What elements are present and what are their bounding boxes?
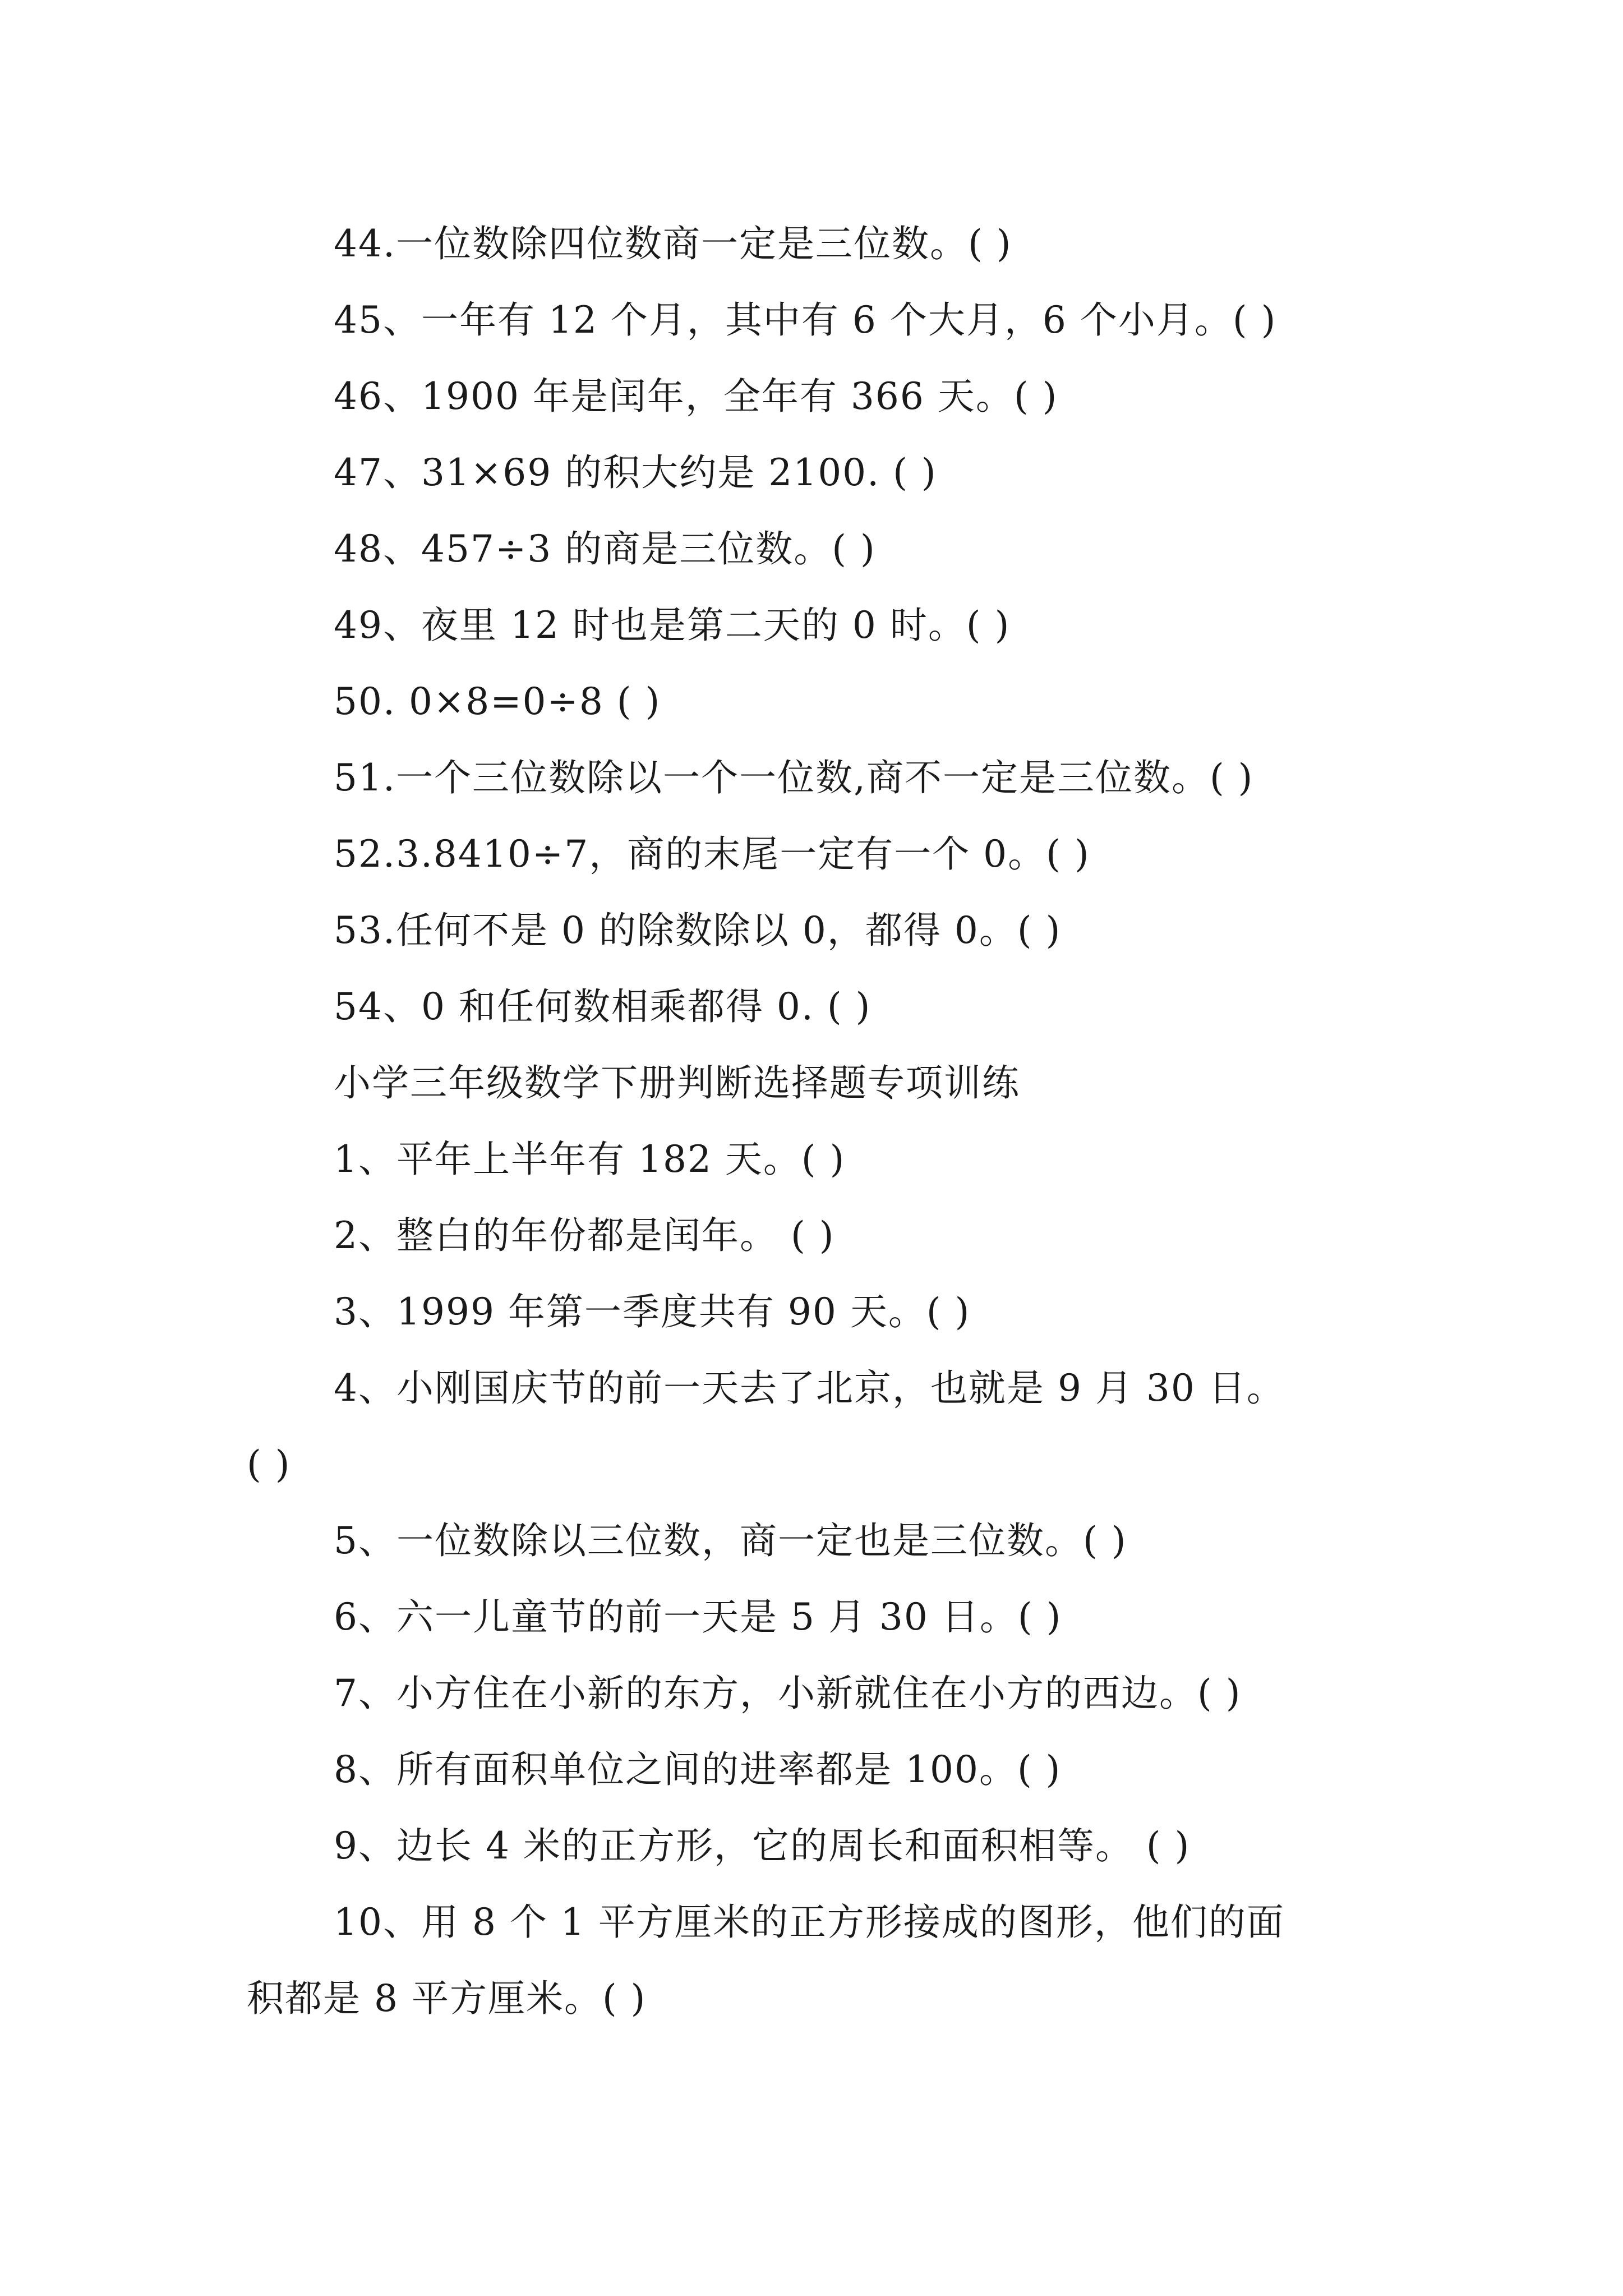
question-2: 2、整白的年份都是闰年。 ( ) <box>334 1214 835 1257</box>
question-7: 7、小方住在小新的东方，小新就住在小方的西边。( ) <box>334 1672 1242 1715</box>
question-50: 50. 0×8=0÷8 ( ) <box>334 680 661 723</box>
question-10: 10、用 8 个 1 平方厘米的正方形接成的图形，他们的面 <box>334 1901 1285 1944</box>
question-51: 51.一个三位数除以一个一位数,商不一定是三位数。( ) <box>334 756 1254 799</box>
question-44: 44.一位数除四位数商一定是三位数。( ) <box>334 222 1012 265</box>
question-45: 45、一年有 12 个月，其中有 6 个大月，6 个小月。( ) <box>334 298 1277 342</box>
section-title: 小学三年级数学下册判断选择题专项训练 <box>334 1061 1020 1105</box>
question-10-continuation: 积都是 8 平方厘米。( ) <box>247 1977 647 2020</box>
question-49: 49、夜里 12 时也是第二天的 0 时。( ) <box>334 604 1011 647</box>
question-9: 9、边长 4 米的正方形，它的周长和面积相等。 ( ) <box>334 1824 1191 1867</box>
question-53: 53.任何不是 0 的除数除以 0，都得 0。( ) <box>334 909 1062 952</box>
question-1: 1、平年上半年有 182 天。( ) <box>334 1138 846 1181</box>
question-46: 46、1900 年是闰年，全年有 366 天。( ) <box>334 375 1058 418</box>
question-3: 3、1999 年第一季度共有 90 天。( ) <box>334 1290 971 1333</box>
question-52: 52.3.8410÷7，商的末尾一定有一个 0。( ) <box>334 832 1090 876</box>
question-8: 8、所有面积单位之间的进率都是 100。( ) <box>334 1748 1062 1791</box>
question-47: 47、31×69 的积大约是 2100. ( ) <box>334 451 937 494</box>
question-4: 4、小刚国庆节的前一天去了北京，也就是 9 月 30 日。 <box>334 1366 1285 1410</box>
question-54: 54、0 和任何数相乘都得 0. ( ) <box>334 985 872 1028</box>
question-5: 5、一位数除以三位数，商一定也是三位数。( ) <box>334 1519 1127 1562</box>
question-6: 6、六一儿童节的前一天是 5 月 30 日。( ) <box>334 1595 1062 1639</box>
question-4-continuation: ( ) <box>247 1443 291 1486</box>
question-48: 48、457÷3 的商是三位数。( ) <box>334 527 876 570</box>
